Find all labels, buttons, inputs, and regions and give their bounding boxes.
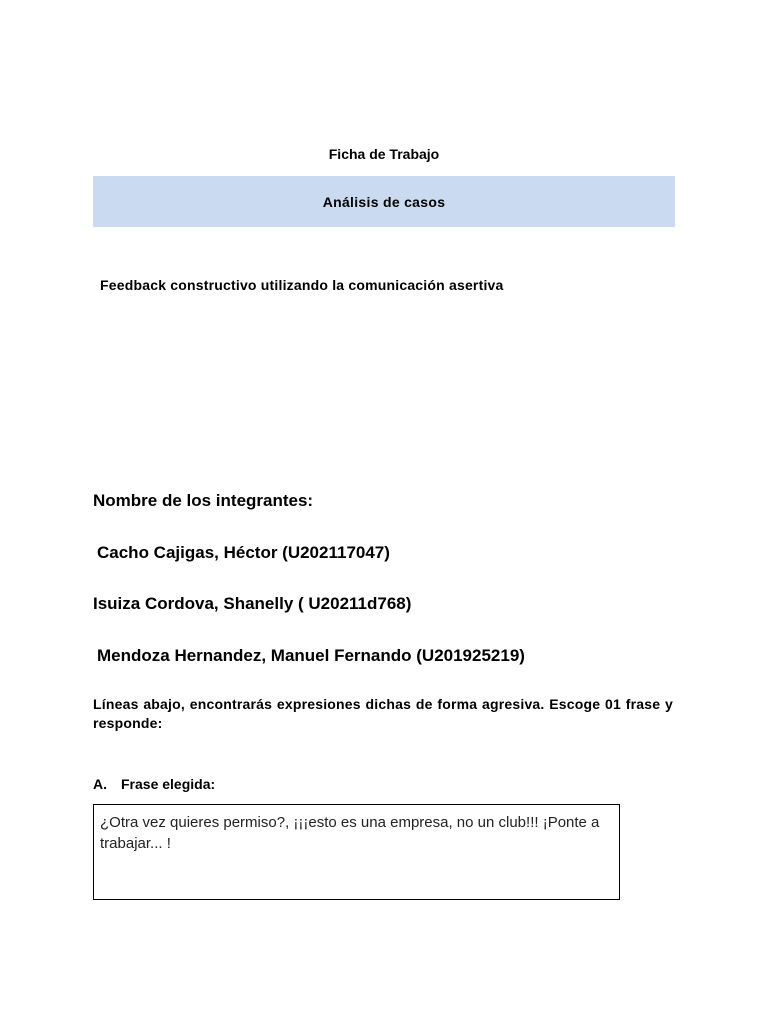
list-item-label: Frase elegida: <box>121 776 216 792</box>
document-subtitle: Feedback constructivo utilizando la comunicación asertiva <box>100 277 504 293</box>
section-band <box>93 176 675 227</box>
instructions-paragraph: Líneas abajo, encontrarás expresiones dichas de forma agresiva. Escoge 01 frase y responde: <box>93 696 673 731</box>
member-name: Cacho Cajigas, Héctor (U202117047) <box>97 543 390 562</box>
member-name: Mendoza Hernandez, Manuel Fernando (U201925219) <box>97 646 525 665</box>
list-item-chosen-phrase <box>93 776 215 792</box>
document-title: Ficha de Trabajo <box>328 146 440 162</box>
chosen-phrase-box: ¿Otra vez quieres permiso?, ¡¡¡esto es una empresa, no un club!!! ¡Ponte a trabajar... ! <box>93 804 620 900</box>
section-band-label: Análisis de casos <box>322 193 446 210</box>
member-name: Isuiza Cordova, Shanelly ( U20211d768) <box>93 594 412 613</box>
members-heading: Nombre de los integrantes: <box>93 491 314 510</box>
list-marker: A. <box>93 776 107 792</box>
